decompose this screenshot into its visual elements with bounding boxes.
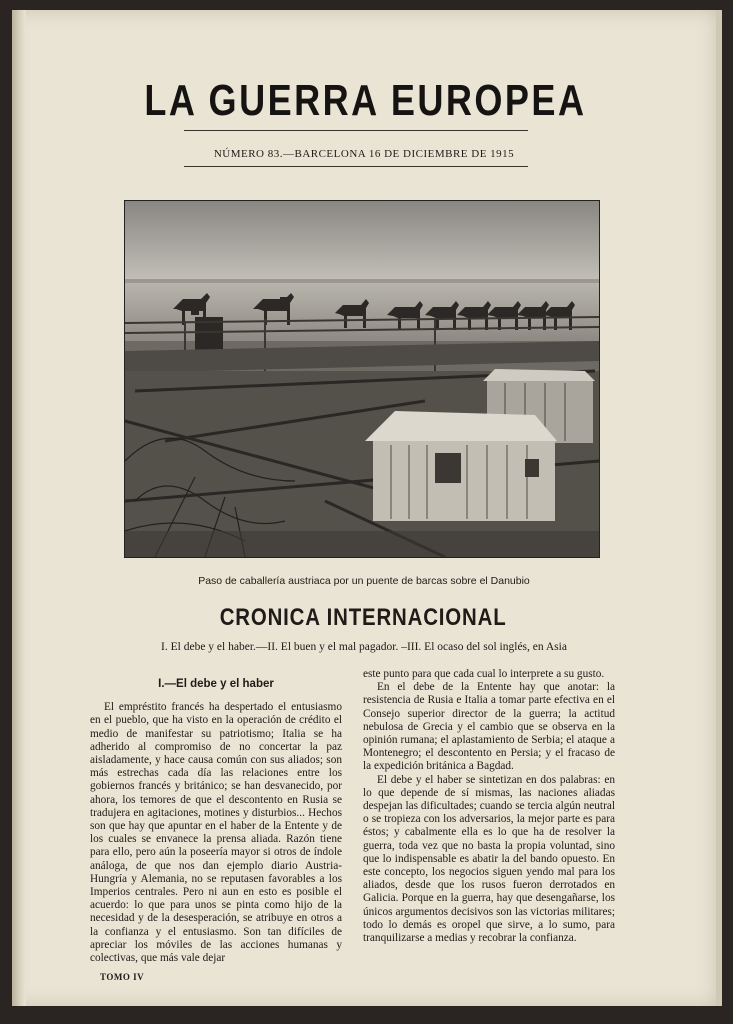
article-paragraph: El empréstito francés ha despertado el entusiasmo en el pueblo, que ha visto en la operación de crédito el medio de manifestar su patriotismo; Italia se ha adherido al compromiso de no concertar la paz aisladamente, y hace causa común con sus aliados; son más estrechas cada día las relaciones entre los gobiernos francés y británico; se han desvanecido, por ahora, los temores de que el descontento en Rusia se tradujera en agitaciones, motines y disturbios... Hechos son que hay que apuntar en el haber de la Entente y de los cuales se envanece la prensa aliada. Razón tiene para ello, pero aún la poseería mayor si otros de índole análoga, de que nos dan ejemplo diario Austria-Hungría y Alemania, no se reputasen favorables a los Imperios centrales. Pero ni aun en esto es posible el acuerdo: lo que para unos se pinta como hijo de la necesidad y de la desesperación, se atribuye en otros a la confianza y el entusiasmo. Son tan difíciles de apreciar los móviles de las acciones humanas y colectivas, que más vale dejar: [90, 701, 342, 965]
page-edge: [716, 10, 722, 1006]
photo-caption: Paso de caballería austriaca por un puente de barcas sobre el Danubio: [198, 575, 530, 587]
masthead-title: LA GUERRA EUROPEA: [144, 76, 587, 125]
photo-illustration: [125, 201, 599, 557]
magazine-page: [12, 10, 716, 1006]
article-title: CRONICA INTERNACIONAL: [219, 604, 507, 631]
article-summary: I. El debe y el haber.—II. El buen y el mal pagador. –III. El ocaso del sol inglés, en Asia: [161, 641, 567, 653]
article-column-right: [363, 668, 615, 945]
article-paragraph: En el debe de la Entente hay que anotar: la resistencia de Rusia e Italia a tomar parte efectiva en el Consejo superior director de la guerra; la actitud nebulosa de Grecia y el cambio que se observa en la opinión rumana; el aplastamiento de Serbia; el ataque a Montenegro; el descontento en Persia; y el fracaso de la expedición británica a Bagdad.: [363, 681, 615, 773]
volume-marker: TOMO IV: [100, 972, 145, 982]
issue-line: NÚMERO 83.—BARCELONA 16 DE DICIEMBRE DE 1915: [213, 148, 515, 160]
article-paragraph: El debe y el haber se sintetizan en dos palabras: en lo que depende de sí mismas, las naciones aliadas despejan las dificultades; cuando se tercia algún neutral o se tropieza con los adversarios, la mejor parte es para éstos; y cabalmente ella es lo que ha de resolver la guerra, toda vez que no basta la propia voluntad, sino que lo indispensable es abatir la del bando opuesto. En este concepto, los negocios siguen yendo mal para los aliados, desde que los rusos fueron derrotados en Galicia. Porque en la guerra, hay que desengañarse, los únicos argumentos decisivos son las victorias militares; todo lo demás es oropel que sirve, a lo sumo, para tranquilizarse a medias y recobrar la confianza.: [363, 773, 615, 945]
masthead-rule-bottom: [184, 166, 528, 167]
article-paragraph: este punto para que cada cual lo interprete a su gusto.: [363, 668, 605, 680]
article-column-left: [90, 678, 342, 965]
photograph-cavalry-pontoon-bridge: [124, 200, 600, 558]
masthead-rule-top: [184, 130, 528, 131]
section-heading: I.—El debe y el haber: [158, 678, 274, 690]
